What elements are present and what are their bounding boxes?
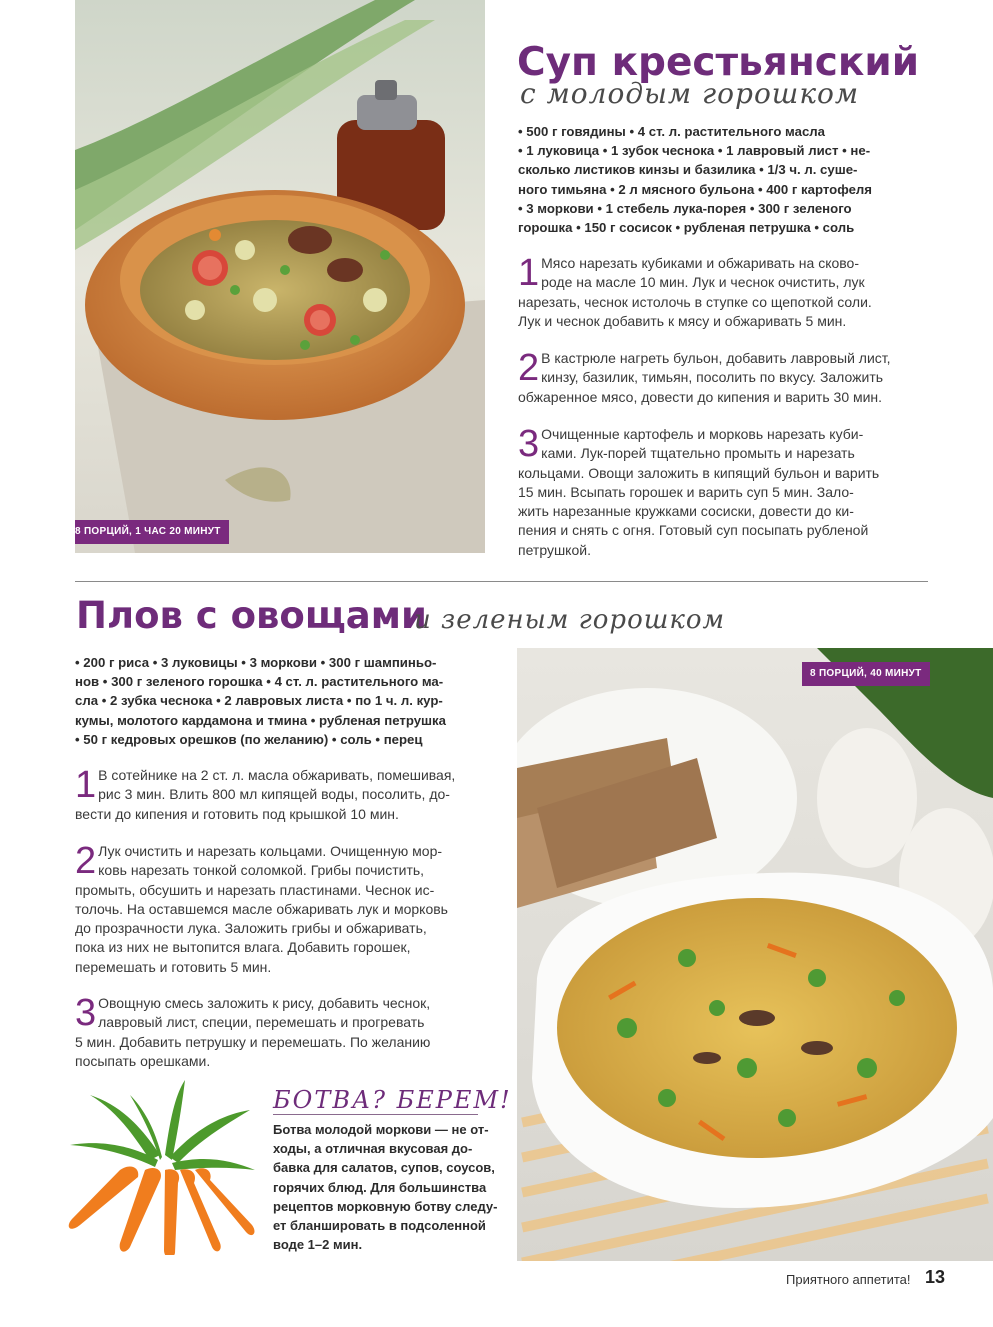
tip-line: Ботва молодой моркови — не от- <box>273 1122 489 1137</box>
step-number: 3 <box>518 423 540 465</box>
step-line: ковь нарезать тонкой соломкой. Грибы почистить, <box>98 862 425 879</box>
soup-step-1 <box>518 254 938 331</box>
tip-line: ходы, а отличная вкусовая до- <box>273 1141 473 1157</box>
ingredient-line: нов • 300 г зеленого горошка • 4 ст. л. растительного ма- <box>75 674 444 690</box>
pilaf-servings-badge: 8 ПОРЦИЙ, 40 МИНУТ <box>802 662 930 686</box>
step-line: лавровый лист, специи, перемешать и прогревать <box>98 1014 425 1031</box>
ingredient-line: горошка • 150 г сосисок • рубленая петрушка • соль <box>518 220 855 236</box>
soup-step-2 <box>518 349 938 407</box>
ingredient-line: ного тимьяна • 2 л мясного бульона • 400 г картофеля <box>518 181 872 197</box>
tip-line: воде 1–2 мин. <box>273 1237 363 1253</box>
step-line: Мясо нарезать кубиками и обжаривать на сково- <box>541 255 859 271</box>
tip-underline <box>273 1114 478 1115</box>
step-line: толочь. На оставшемся масле обжаривать лук и морковь <box>75 900 448 917</box>
ingredient-line: сла • 2 зубка чеснока • 2 лавровых листа • по 1 ч. л. кур- <box>75 693 443 709</box>
step-number: 2 <box>75 840 97 882</box>
soup-photo <box>75 0 485 553</box>
step-line: В кастрюле нагреть бульон, добавить лавровый лист, <box>541 350 891 366</box>
step-line: обжаренное мясо, довести до кипения и варить 30 мин. <box>518 388 883 405</box>
step-line: роде на масле 10 мин. Лук и чеснок очистить, лук <box>541 274 865 291</box>
step-line: В сотейнике на 2 ст. л. масла обжаривать, помешивая, <box>98 767 456 783</box>
step-line: ками. Лук-порей тщательно промыть и нарезать <box>541 445 855 462</box>
step-line: рис 3 мин. Влить 800 мл кипящей воды, посолить, до- <box>98 786 450 803</box>
step-line: промыть, обсушить и нарезать пластинами. Чеснок ис- <box>75 881 435 898</box>
step-number: 3 <box>75 992 97 1034</box>
step-line: жить нарезанные кружками сосиски, довести до ки- <box>518 503 854 520</box>
pilaf-photo <box>517 648 993 1261</box>
tip-line: ет бланшировать в подсоленной <box>273 1218 486 1234</box>
section-divider <box>75 581 928 582</box>
pilaf-subtitle: и зеленым горошком <box>414 605 726 635</box>
step-line: пения и снять с огня. Готовый суп посыпать рубленой <box>518 522 869 539</box>
step-line: до прозрачности лука. Заложить грибы и обжаривать, <box>75 920 427 937</box>
soup-ingredients <box>518 122 938 237</box>
step-line: Овощную смесь заложить к рису, добавить чеснок, <box>98 995 431 1011</box>
soup-subtitle: с молодым горошком <box>520 77 860 110</box>
page-number: 13 <box>925 1267 946 1287</box>
ingredient-line: сколько листиков кинзы и базилика • 1/3 ч. л. суше- <box>518 162 858 178</box>
soup-title: Суп крестьянский <box>517 40 920 85</box>
step-line: Очищенные картофель и морковь нарезать куби- <box>541 426 864 442</box>
step-line: Лук и чеснок добавить к мясу и обжаривать 5 мин. <box>518 312 847 329</box>
tip-title: БОТВА? БЕРЕМ! <box>273 1086 512 1114</box>
step-line: кинзу, базилик, тимьян, посолить по вкусу. Заложить <box>541 369 884 386</box>
step-line: вести до кипения и готовить под крышкой 10 мин. <box>75 805 399 822</box>
soup-step-3 <box>518 425 938 560</box>
carrots-photo <box>60 1075 265 1255</box>
step-line: посыпать орешками. <box>75 1052 211 1069</box>
ingredient-line: • 3 моркови • 1 стебель лука-порея • 300 г зеленого <box>518 200 852 216</box>
tip-text <box>273 1120 505 1254</box>
pilaf-step-1 <box>75 766 500 824</box>
step-number: 1 <box>518 252 540 294</box>
step-number: 2 <box>518 347 540 389</box>
tip-line: рецептов морковную ботву следу- <box>273 1198 498 1214</box>
step-line: пока из них не вытопится влага. Добавить горошек, <box>75 939 411 956</box>
ingredient-line: • 200 г риса • 3 луковицы • 3 моркови • 300 г шампиньо- <box>75 655 437 670</box>
step-line: перемешать и готовить 5 мин. <box>75 958 272 975</box>
tip-line: бавка для салатов, супов, соусов, <box>273 1160 495 1176</box>
pilaf-ingredients <box>75 653 495 749</box>
ingredient-line: • 50 г кедровых орешков (по желанию) • соль • перец <box>75 731 423 747</box>
pilaf-step-3 <box>75 994 500 1071</box>
ingredient-line: • 500 г говядины • 4 ст. л. растительного масла <box>518 124 826 139</box>
ingredient-line: кумы, молотого кардамона и тмина • рубленая петрушка <box>75 712 446 728</box>
step-line: 15 мин. Всыпать горошек и варить суп 5 мин. Зало- <box>518 483 854 500</box>
step-line: 5 мин. Добавить петрушку и перемешать. По желанию <box>75 1033 431 1050</box>
footer-tagline: Приятного аппетита! <box>786 1272 911 1287</box>
step-number: 1 <box>75 764 97 806</box>
ingredient-line: • 1 луковица • 1 зубок чеснока • 1 лавровый лист • не- <box>518 143 871 159</box>
step-line: петрушкой. <box>518 541 591 558</box>
step-line: кольцами. Овощи заложить в кипящий бульон и варить <box>518 464 880 481</box>
tip-line: горячих блюд. Для большинства <box>273 1179 487 1195</box>
step-line: нарезать, чеснок истолочь в ступке со щепоткой соли. <box>518 293 872 310</box>
step-line: Лук очистить и нарезать кольцами. Очищенную мор- <box>98 843 443 859</box>
pilaf-step-2 <box>75 842 500 977</box>
pilaf-title: Плов с овощами <box>76 594 427 637</box>
soup-servings-badge: 8 ПОРЦИЙ, 1 ЧАС 20 МИНУТ <box>75 520 229 544</box>
